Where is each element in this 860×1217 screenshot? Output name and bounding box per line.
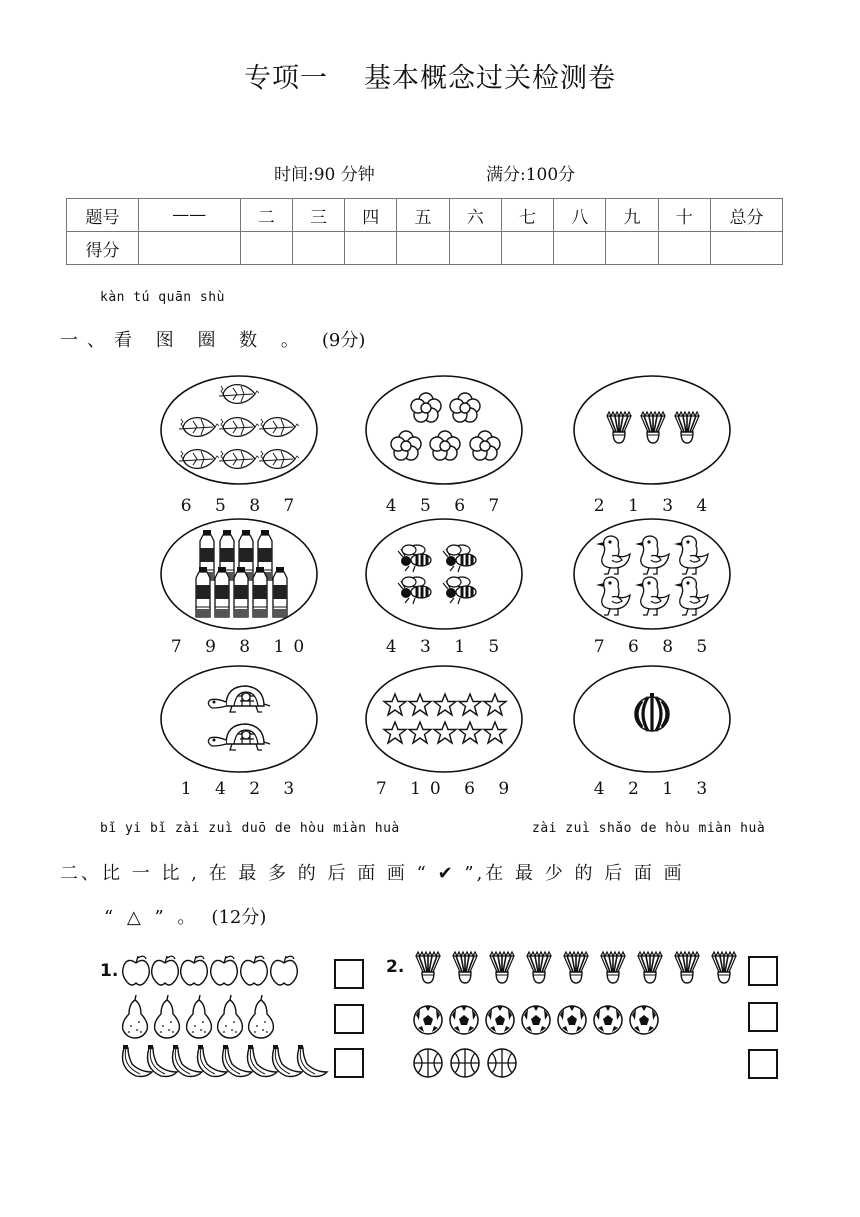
- section1-heading-text: 一、看 图 圈 数 。: [60, 330, 308, 351]
- table-cell: 十: [658, 199, 710, 232]
- table-cell: 九: [606, 199, 658, 232]
- bottle-icon: [196, 530, 287, 617]
- count-options[interactable]: 7 9 8 10: [170, 637, 314, 657]
- table-cell: 七: [501, 199, 553, 232]
- problem-1-label: 1.: [100, 961, 119, 981]
- pear-icon: [123, 995, 274, 1038]
- section2-heading: 二、比 一 比 , 在 最 多 的 后 面 画 “ ✔ ”,在 最 少 的 后 面 画: [60, 863, 685, 884]
- soccer-ball-icon: [414, 1006, 658, 1034]
- oval-frame: [161, 666, 317, 772]
- section2-pinyin-right: zài zuì shǎo de hòu miàn huà: [532, 821, 766, 836]
- oval-frame: [366, 519, 522, 629]
- section1-points: (9分): [321, 330, 366, 351]
- answer-box[interactable]: [334, 959, 364, 989]
- leaf-icon: [179, 385, 299, 469]
- answer-box[interactable]: [334, 1048, 364, 1078]
- answer-box[interactable]: [748, 1049, 778, 1079]
- section1-pinyin: kàn tú quān shù: [100, 290, 225, 305]
- table-cell: 八: [554, 199, 606, 232]
- table-cell: 总分: [711, 199, 783, 232]
- table-cell: ——: [139, 199, 241, 232]
- section2-heading-line2: [104, 903, 266, 929]
- answer-box[interactable]: [748, 956, 778, 986]
- section2-points: (12分): [211, 907, 267, 928]
- section2-pinyin-left: bǐ yi bǐ zài zuì duō de hòu miàn huà: [100, 821, 400, 836]
- oval-frame: [366, 376, 522, 484]
- watermelon-icon: [635, 693, 669, 731]
- count-options[interactable]: 4 2 1 3: [593, 779, 717, 799]
- basketball-icon: [414, 1049, 516, 1077]
- shuttlecock-icon: [607, 412, 699, 443]
- table-cell: 三: [292, 199, 344, 232]
- title-part-2: 基本概念过关检测卷: [364, 63, 616, 94]
- apple-icon: [123, 956, 298, 985]
- banana-icon: [123, 1045, 328, 1077]
- table-cell: 四: [345, 199, 397, 232]
- section2-heading-text: “ △ ” 。: [104, 907, 200, 928]
- count-options[interactable]: 4 3 1 5: [385, 637, 509, 657]
- count-options[interactable]: 6 5 8 7: [180, 496, 304, 516]
- problem-2-label: 2.: [386, 957, 405, 977]
- table-cell: 五: [397, 199, 449, 232]
- table-cell: 二: [240, 199, 292, 232]
- duck-icon: [596, 536, 708, 615]
- answer-box[interactable]: [334, 1004, 364, 1034]
- table-cell: 题号: [67, 199, 139, 232]
- count-options[interactable]: 7 10 6 9: [375, 779, 519, 799]
- table-cell: 得分: [67, 232, 139, 265]
- table-cell: 六: [449, 199, 501, 232]
- star-icon: [384, 694, 506, 743]
- oval-frame: [366, 666, 522, 772]
- answer-box[interactable]: [748, 1002, 778, 1032]
- flower-icon: [391, 393, 500, 460]
- bee-icon: [398, 545, 476, 604]
- full-score: 满分:100分: [486, 165, 576, 185]
- shuttlecock-icon: [416, 952, 736, 983]
- exam-time: 时间:90 分钟: [274, 165, 375, 185]
- title-part-1: 专项一: [244, 63, 328, 94]
- oval-frame: [574, 519, 730, 629]
- turtle-icon: [208, 686, 270, 750]
- count-options[interactable]: 1 4 2 3: [180, 779, 304, 799]
- count-options[interactable]: 7 6 8 5: [593, 637, 717, 657]
- count-options[interactable]: 2 1 3 4: [593, 496, 717, 516]
- count-options[interactable]: 4 5 6 7: [385, 496, 509, 516]
